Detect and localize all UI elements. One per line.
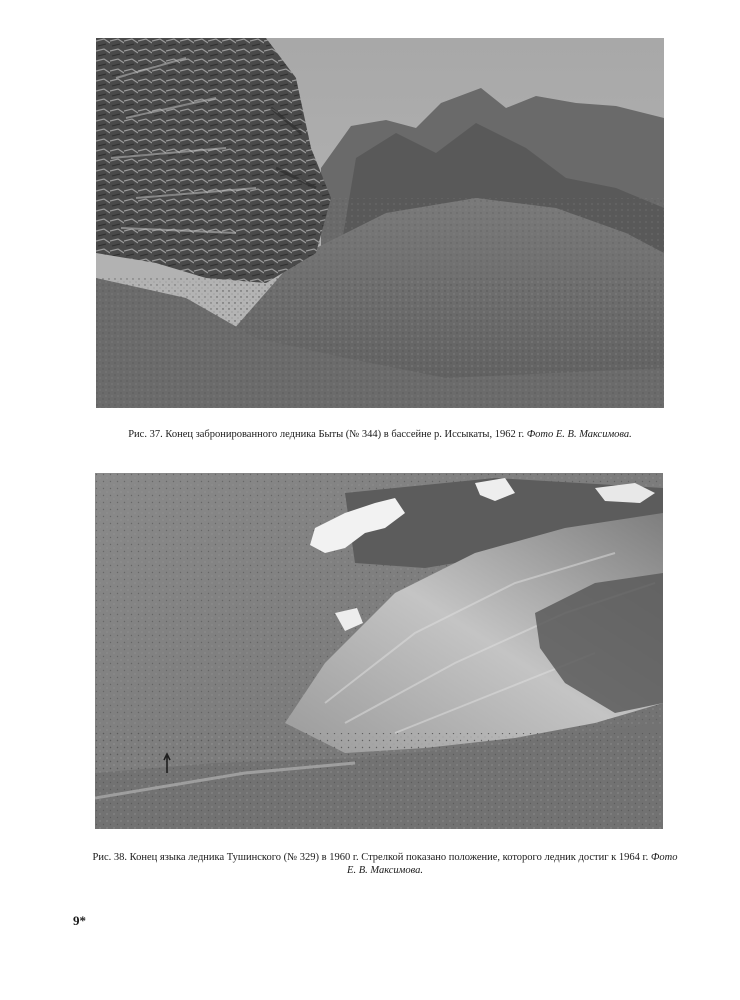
figure-37-caption	[70, 428, 690, 441]
figure-37-credit: Фото Е. В. Максимова.	[526, 429, 632, 440]
figure-38-credit: Фото Е. В. Максимова.	[347, 852, 678, 876]
figure-37-number: Рис. 37.	[128, 429, 163, 440]
figure-38-photo	[95, 473, 663, 829]
figure-38-number: Рис. 38.	[92, 852, 128, 863]
page-number: 9*	[73, 913, 86, 928]
figure-38-caption-text: Конец языка ледника Тушинского (№ 329) в 1960 г. Стрелкой показано положение, которого ледник достиг к 1964 г.	[129, 852, 649, 863]
figure-37-photo	[96, 38, 664, 408]
figure-37-photo-drawing	[96, 38, 664, 408]
figure-37-caption-text: Конец забронированного ледника Быты (№ 344) в бассейне р. Иссыкаты, 1962 г.	[165, 429, 525, 440]
figure-38-caption	[90, 851, 680, 877]
figure-38-photo-drawing	[95, 473, 663, 829]
